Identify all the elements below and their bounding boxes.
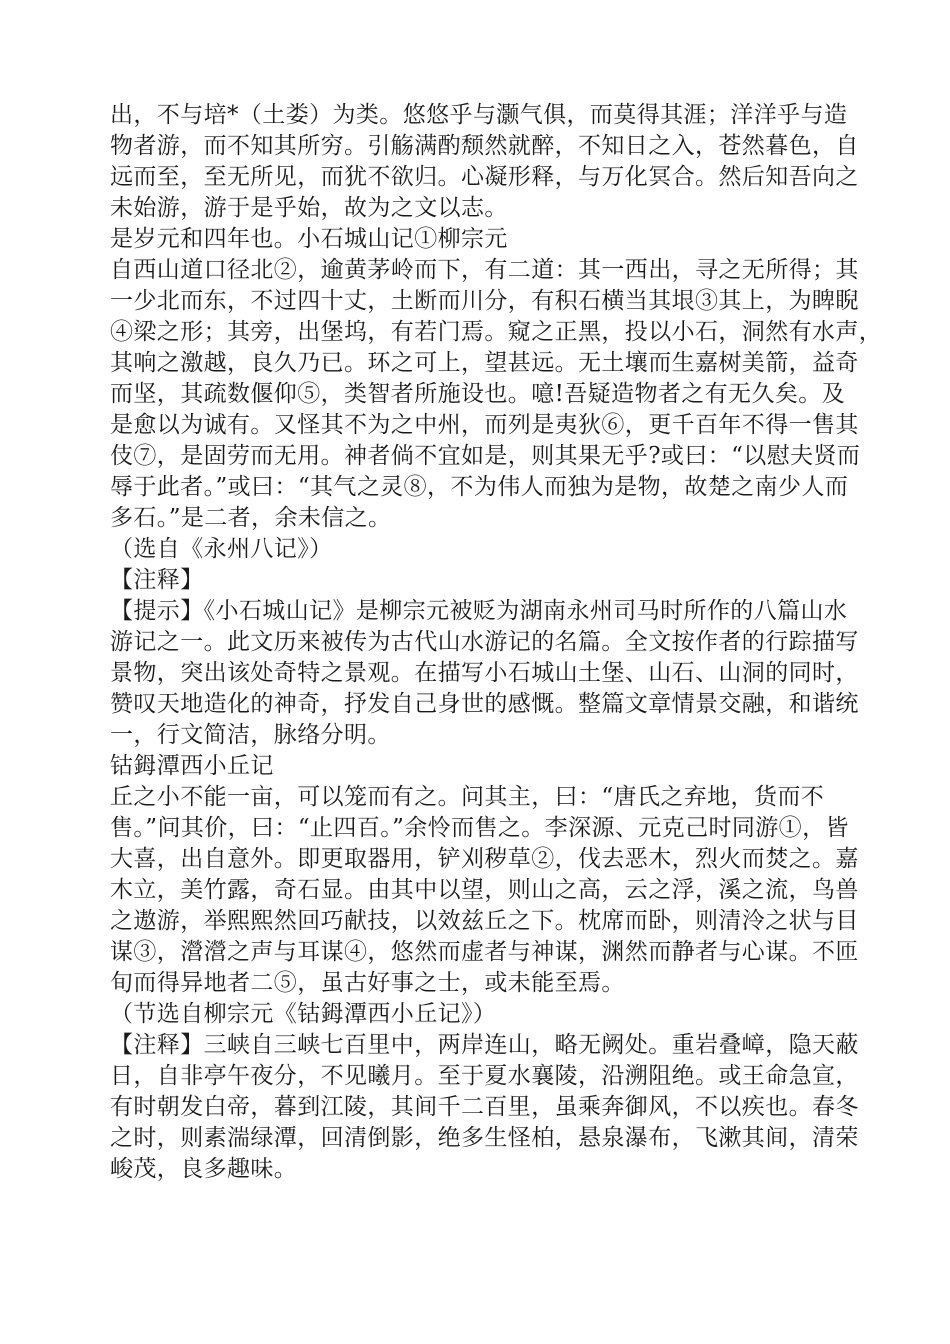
text-line: 峻茂，良多趣味。 xyxy=(110,1156,298,1182)
text-line: 伎⑦，是固劳而无用。神者倘不宜如是，则其果无乎?或曰：“以慰夫贤而 xyxy=(110,443,861,469)
text-line: ④梁之形；其旁，出堡坞，有若门焉。窥之正黑，投以小石，洞然有水声， xyxy=(110,319,883,345)
text-line: 一，行文简洁，脉络分明。 xyxy=(110,722,391,748)
text-line: 赞叹天地造化的神奇，抒发自己身世的感慨。整篇文章情景交融，和谐统 xyxy=(110,691,859,717)
text-line: 一少北而东，不过四十丈，土断而川分，有积石横当其垠③其上，为睥睨 xyxy=(110,288,859,314)
text-line: 【注释】三峡自三峡七百里中，两岸连山，略无阙处。重岩叠嶂，隐天蔽 xyxy=(110,1032,859,1058)
text-line: 有时朝发白帝，暮到江陵，其间千二百里，虽乘奔御风，不以疾也。春冬 xyxy=(110,1094,859,1120)
text-line: 物者游，而不知其所穷。引觞满酌颓然就醉，不知日之入，苍然暮色，自 xyxy=(110,133,859,159)
text-line: 自西山道口径北②，逾黄茅岭而下，有二道：其一西出，寻之无所得；其 xyxy=(110,257,859,283)
text-line: 谋③，瀯瀯之声与耳谋④，悠然而虚者与神谋，渊然而静者与心谋。不匝 xyxy=(110,939,859,965)
text-line: 丘之小不能一亩，可以笼而有之。问其主，曰：“唐氏之弃地，货而不 xyxy=(110,784,825,810)
text-line: 木立，美竹露，奇石显。由其中以望，则山之高，云之浮，溪之流，鸟兽 xyxy=(110,877,859,903)
text-line: 之时，则素湍绿潭，回清倒影，绝多生怪柏，悬泉瀑布，飞漱其间，清荣 xyxy=(110,1125,859,1151)
text-line: （选自《永州八记》） xyxy=(110,536,333,562)
text-line: 出，不与培*（土娄）为类。悠悠乎与灏气俱，而莫得其涯；洋洋乎与造 xyxy=(110,102,848,128)
text-line: 未始游，游于是乎始，故为之文以志。 xyxy=(110,195,508,221)
text-line: 大喜，出自意外。即更取器用，铲刈秽草②，伐去恶木，烈火而焚之。嘉 xyxy=(110,846,859,872)
text-line: 多石。”是二者，余未信之。 xyxy=(110,505,392,531)
text-line: 远而至，至无所见，而犹不欲归。心凝形释，与万化冥合。然后知吾向之 xyxy=(110,164,859,190)
text-line: 其响之激越，良久乃已。环之可上，望甚远。无土壤而生嘉树美箭，益奇 xyxy=(110,350,859,376)
text-line: 游记之一。此文历来被传为古代山水游记的名篇。全文按作者的行踪描写 xyxy=(110,629,859,655)
text-line: 辱于此者。”或曰：“其气之灵⑧，不为伟人而独为是物，故楚之南少人而 xyxy=(110,474,849,500)
text-line: 景物，突出该处奇特之景观。在描写小石城山土堡、山石、山洞的同时， xyxy=(110,660,859,686)
text-line: 是岁元和四年也。小石城山记①柳宗元 xyxy=(110,226,508,252)
text-line: 是愈以为诚有。又怪其不为之中州，而列是夷狄⑥，更千百年不得一售其 xyxy=(110,412,859,438)
document-body xyxy=(110,100,883,1185)
text-line: 日，自非亭午夜分，不见曦月。至于夏水襄陵，沿溯阻绝。或王命急宣， xyxy=(110,1063,859,1089)
text-line: 而坚，其疏数偃仰⑤，类智者所施设也。噫!吾疑造物者之有无久矣。及 xyxy=(110,381,846,407)
text-line: （节选自柳宗元《钴鉧潭西小丘记》） xyxy=(110,1001,497,1027)
text-line: 【注释】 xyxy=(110,567,204,593)
text-line: 旬而得异地者二⑤，虽古好事之士，或未能至焉。 xyxy=(110,970,625,996)
text-line: 【提示】《小石城山记》是柳宗元被贬为湖南永州司马时所作的八篇山水 xyxy=(110,598,848,624)
text-line: 售。”问其价，曰：“止四百。”余怜而售之。李深源、元克己时同游①，皆 xyxy=(110,815,849,841)
text-line: 之遨游，举熙熙然回巧献技，以效兹丘之下。枕席而卧，则清泠之状与目 xyxy=(110,908,859,934)
text-line: 钴鉧潭西小丘记 xyxy=(110,753,274,779)
